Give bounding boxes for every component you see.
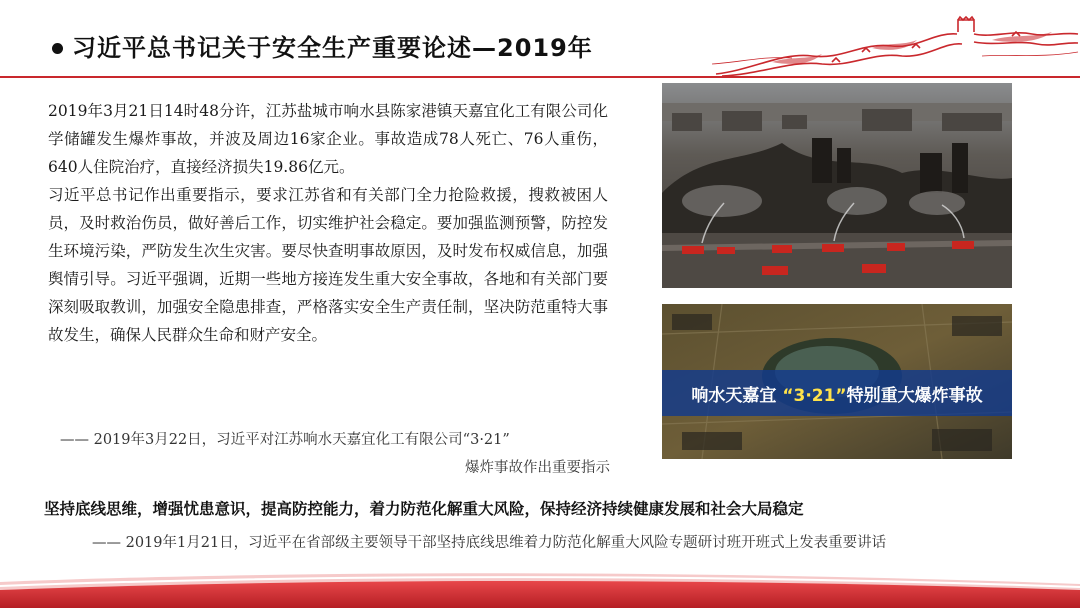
- slide-title: 习近平总书记关于安全生产重要论述—2019年: [72, 34, 593, 62]
- explosion-crater-photo: [662, 304, 1012, 459]
- slide-header: [0, 0, 1080, 80]
- header-divider: [0, 76, 1080, 78]
- instruction-paragraph: 习近平总书记作出重要指示，要求江苏省和有关部门全力抢险救援，搜救被困人员，及时救治伤员，做好善后工作，切实维护社会稳定。要加强监测预警，防控发生环境污染，严防发生次生灾害。要尽快查明事故原因，及时发布权威信息，加强舆情引导。习近平强调，近期一些地方接连发生重大安全事故，各地和有关部门要深刻吸取教训，加强安全隐患排查，严格落实安全生产责任制，坚决防范重特大事故发生，确保人民群众生命和财产安全。: [48, 186, 608, 344]
- summary-citation: —— 2019年1月21日，习近平在省部级主要领导干部坚持底线思维着力防范化解重大风险专题研讨班开班式上发表重要讲话: [92, 535, 887, 551]
- photo-caption: [691, 381, 982, 406]
- incident-description: [48, 97, 608, 349]
- footer-decoration: [0, 560, 1080, 608]
- instruction-citation: [60, 426, 610, 482]
- caption-suffix: 特别重大爆炸事故: [846, 385, 983, 406]
- caption-number: “3·21”: [782, 385, 847, 406]
- bullet-dot-icon: [52, 43, 63, 54]
- great-wall-illustration: [712, 12, 1080, 78]
- citation-line-2: 爆炸事故作出重要指示: [465, 460, 610, 476]
- explosion-aerial-photo: [662, 83, 1012, 288]
- citation-line-1: —— 2019年3月22日，习近平对江苏响水天嘉宜化工有限公司“3·21”: [60, 432, 510, 448]
- incident-paragraph: 2019年3月21日14时48分许，江苏盐城市响水县陈家港镇天嘉宜化工有限公司化学储罐发生爆炸事故，并波及周边16家企业。事故造成78人死亡、76人重伤，640人住院治疗，直接经济损失19.86亿元。: [48, 102, 608, 176]
- caption-prefix: 响水天嘉宜: [691, 385, 783, 406]
- photo-caption-band: [662, 370, 1012, 416]
- summary-quote: 坚持底线思维，增强忧患意识，提高防控能力，着力防范化解重大风险，保持经济持续健康发展和社会大局稳定: [44, 499, 804, 518]
